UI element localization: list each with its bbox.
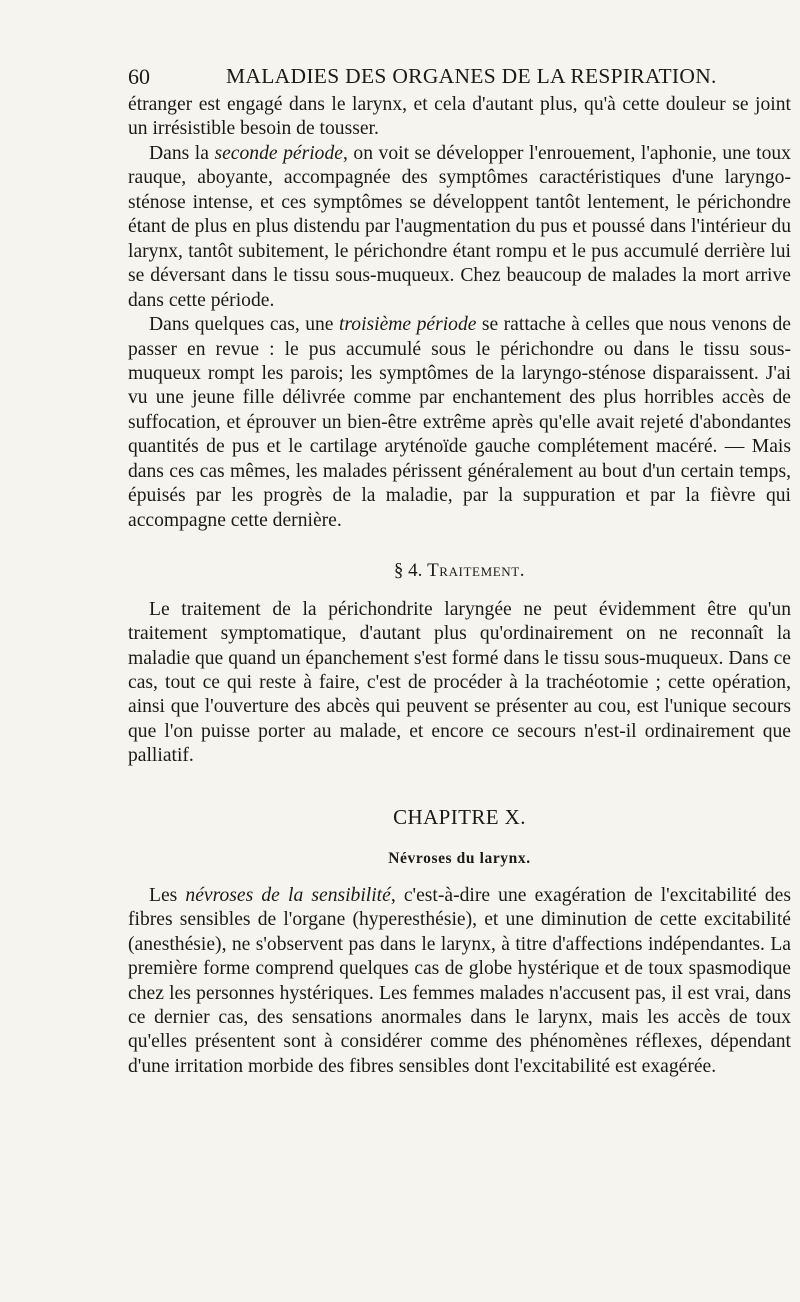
paragraph-treatment: Le traitement de la périchondrite laryngée ne peut évidemment être qu'un traitement symptomatique, d'autant plus qu'ordinairement on ne reconnaît la maladie que quand un épanchement s'est formé dans le tissu sous-muqueux. Dans ce cas, tout ce qui reste à faire, c'est de procéder à la trachéotomie ; cette opération, ainsi que l'ouverture des abcès qui peuvent se présenter au cou, est l'unique secours que l'on puisse porter au malade, et encore ce secours n'est-il ordinairement que palliatif. [128,598,791,767]
running-header [128,64,790,94]
section-title: Traitement. [427,560,526,582]
text-run: , c'est-à-dire une exagération de l'excitabilité des fibres sensibles de l'organe (hyperesthésie), et une diminution de cette excitabilité (anesthésie), ne s'observent pas dans le larynx, à titre d'affections indépendantes. La première forme comprend quelques cas de globe hystérique et de toux spasmodique chez les personnes hystériques. Les femmes malades n'accusent pas, il est vrai, dans ce dernier cas, des sensations anormales dans le larynx, mais les accès de toux qu'elles présentent sont à considérer comme des phénomènes réflexes, dépendant d'une irritation morbide des fibres sensibles dont l'excitabilité est exagérée. [128,884,791,1077]
text-run: , on voit se développer l'enrouement, l'aphonie, une toux rauque, aboyante, accompagnée des symptômes caractéristiques d'une laryngo-sténose intense, et ces symptômes se développent tantôt lentement, le périchondre étant de plus en plus distendu par l'augmentation du pus et poussé dans l'intérieur du larynx, tantôt subitement, le périchondre étant rompu et le pus accumulé derrière lui se déversant dans le tissu sous-muqueux. Chez beaucoup de malades la mort arrive dans cette période. [128,142,791,311]
paragraph-continuation: étranger est engagé dans le larynx, et cela d'autant plus, qu'à cette douleur se joint un irrésistible besoin de tousser. [128,94,791,140]
chapter-title: CHAPITRE X. [393,804,526,829]
running-title: MALADIES DES ORGANES DE LA RESPIRATION. [226,64,717,88]
emphasis-second-period: seconde période [214,142,343,164]
paragraph-neuroses [128,884,791,1080]
text-run: Dans la [149,142,215,164]
section-heading [128,559,791,583]
paragraph-second-period [128,142,791,313]
text-run: Les [149,884,186,906]
text-run: se rattache à celles que nous venons de passer en revue : le pus accumulé sous le périchondre ou dans le tissu sous-muqueux rompt les parois; les symptômes de la laryngo-sténose disparaissent. J'ai vu une jeune fille délivrée comme par enchantement des plus horribles accès de suffocation, et éprouver un bien-être extrême après qu'elle avait rejeté d'abondantes quantités de pus et le cartilage aryténoïde gauche complétement macéré. — Mais dans ces cas mêmes, les malades périssent généralement au bout d'un certain temps, épuisés par les progrès de la maladie, par la suppuration et par la fièvre qui accompagne cette dernière. [128,314,791,531]
paragraph-third-period [128,313,791,533]
chapter-subtitle: Névroses du larynx. [388,850,531,868]
emphasis-neuroses: névroses de la sensibilité [185,884,391,906]
text-run: Dans quelques cas, une [149,314,339,336]
section-number: § 4. [393,560,423,582]
page-body [128,93,791,1079]
page-number: 60 [128,64,150,89]
emphasis-third-period: troisième période [338,314,477,336]
